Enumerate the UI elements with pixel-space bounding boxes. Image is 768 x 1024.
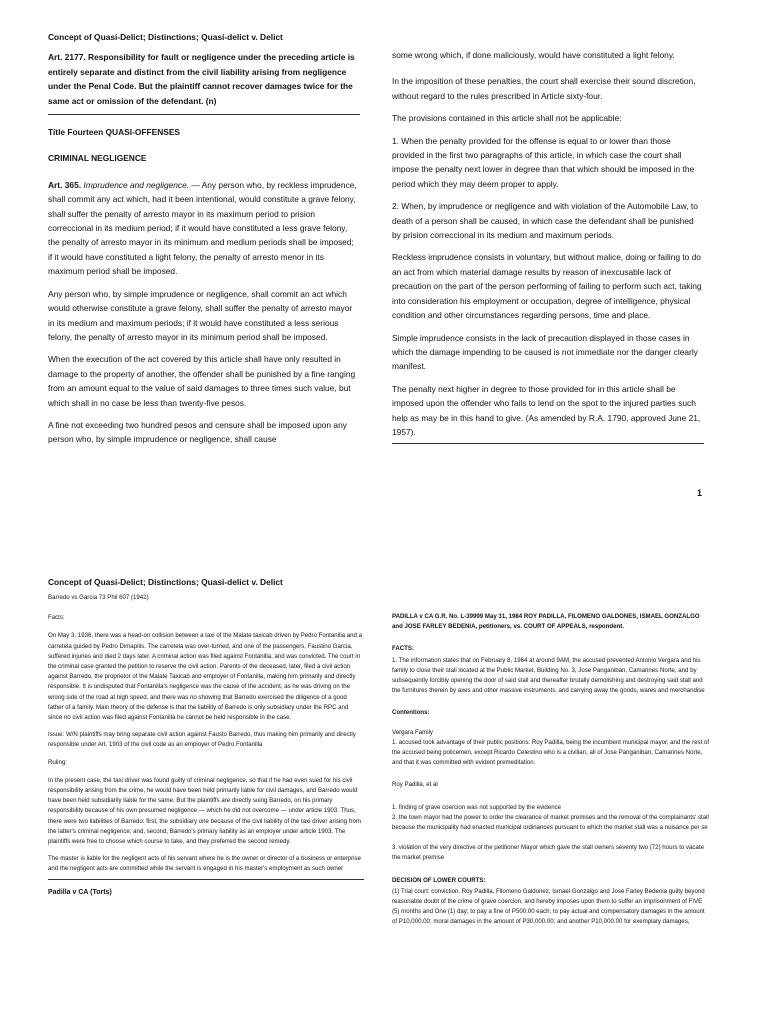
simple-imprudence-definition: Simple imprudence consists in the lack of precaution displayed in those cases in which the damage impending to be caused is not immediate nor the danger clearly manifest. (392, 332, 698, 372)
criminal-negligence-heading: CRIMINAL NEGLIGENCE (48, 153, 147, 164)
case-reference: Barredo vs Garcia 73 Phil 607 (1942) (48, 594, 149, 601)
art365-body: — Any person who, by reckless imprudence, shall commit any act which, had it been intentional, would constitute a grave felony, shall suffer the penalty of arresto mayor in its maximum period to prision correccional in its medium period; if it would have constituted a less grave felony, the penalty of arresto mayor in its minimum and medium periods shall be imposed; if it would have constituted a light felony, the penalty of arresto menor in its maximum period shall be imposed. (48, 179, 357, 277)
document-page-2 (0, 560, 768, 1024)
padilla-case-title: PADILLA v CA G.R. No. L-39999 May 31, 1984 ROY PADILLA, FILOMENO GALDONES, ISMAEL GONZALGO and JOSE FARLEY BEDENIA, petitioners, vs. COURT OF APPEALS, respondent. (392, 613, 700, 631)
padilla-torts-heading: Padilla v CA (Torts) (48, 888, 112, 896)
page2-left-column (48, 576, 364, 898)
divider-rule (48, 114, 360, 115)
page2-section-title: Concept of Quasi-Delict; Distinctions; Quasi-delict v. Delict (48, 577, 283, 587)
simple-imprudence-paragraph: Any person who, by simple imprudence or negligence, shall commit an act which would otherwise constitute a grave felony, shall suffer the penalty of arresto mayor in its medium and maximum periods; if it would have constituted a less serious felony, the penalty of arresto mayor in its minimum period shall be imposed. (48, 288, 353, 342)
decision-paragraph: (1) Trial court: conviction. Roy Padilla, Filomeno Galdonez, Ismael Gonzalgo and Jose Farley Bedenia guilty beyond reasonable doubt of the crime of grave coercion, and hereby imposes upon them to suffer an imprisonment of FIVE (5) months and One (1) day; to pay a fine of P500.00 each; to pay actual and compensatory damages in the amount of P10,000.00; moral damages in the amount of P30,000.00; and another P10,000.00 for exemplary damages, (392, 887, 705, 926)
art2177-text: Art. 2177. Responsibility for fault or negligence under the preceding article is entirely separate and distinct from the civil liability arising from negligence under the Penal Code. But the plaintiff cannot recover damages twice for the same act or omission of the defendant. (n) (48, 52, 355, 106)
vergara-contention-1: 1. accused took advantage of their public positions: Roy Padilla, being the incumbent municipal mayor, and the rest of the accused being policemen, except Ricardo Celestino who is a civilian, all of Jose Panganiban, Camarines Norte, and that it was committed with evident premeditation. (392, 738, 710, 767)
roy-contention-3: 3. violation of the very directive of the petitioner Mayor which gave the stall owners seventy two (72) hours to vacate the market premise (392, 844, 704, 862)
divider-rule (392, 443, 704, 444)
art365-label: Art. 365. (48, 179, 82, 190)
reckless-imprudence-definition: Reckless imprudence consists in voluntary, but without malice, doing or failing to do an act from which material damage results by reason of inexcusable lack of precaution on the part of the person performing of failing to perform such act, taking into consideration his employment or occupation, degree of intelligence, physical condition and other circumstances regarding persons, time and place. (392, 252, 702, 321)
art365-italic-title: Imprudence and negligence. (83, 179, 190, 190)
facts-paragraph: On May 3, 1936, there was a head-on collision between a taxi of the Malate taxicab driven by Pedro Fontanilla and a carretela guided by Pedro Dimapilis. The carretela was over-turned, and one of the passengers, Faustino Garcia, suffered injuries and died 2 days later. A criminal action was filed against Fontanilla, and was convicted. The court in the criminal case granted the petition to reserve the civil action. Parents of the deceased, later, filed a civil action against Barredo, the proprietor of the Malate Taxicab and employer of Fontanilla, making him primarily and directly responsible. It is undisputed that Fontanilla's negligence was the cause of the accident, as he was driving on the wrong side of the road at high speed, and there was no showing that Barredo exercised the diligence of a good father of a family. Main theory of the defense is that the liability of Barredo is only subsidiary under the RPC and since no civil action was filed against Fontanilla he cannot be held responsible in the case. (48, 632, 363, 722)
page1-left-column (48, 30, 360, 451)
facts-label: Facts: (48, 614, 65, 622)
facts-heading: FACTS: (392, 645, 415, 653)
light-felony-continuation: some wrong which, if done maliciously, would have constituted a light felony. (392, 50, 675, 60)
divider-rule (48, 879, 364, 880)
vergara-family-label: Vergara Family (392, 728, 433, 736)
page1-section-title: Concept of Quasi-Delict; Distinctions; Quasi-delict v. Delict (48, 32, 283, 42)
art2177-paragraph (48, 50, 360, 108)
master-liability-paragraph: The master is liable for the negligent acts of his servant where he is the owner or director of a business or enterprise and the negligent acts are committed while the servant is engaged in his master's employment as such owner (48, 855, 361, 873)
roy-padilla-label: Roy Padilla, et al (392, 781, 438, 789)
art365-paragraph (48, 178, 360, 279)
contentions-heading: Contentions: (392, 709, 430, 717)
issue-paragraph: Issue: W/N plaintiffs may bring separate civil action against Fausto Barredo, thus making him primarily and directly responsible under Art. 1903 of the civil code as an employer of Pedro Fontanilla (48, 731, 356, 749)
ruling-label: Ruling: (48, 758, 67, 766)
exception-item-2: 2. When, by imprudence or negligence and with violation of the Automobile Law, to death of a person shall be caused, in which case the defendant shall be punished by prision correccional in its medium and maximum periods. (392, 201, 698, 241)
property-damage-paragraph: When the execution of the act covered by this article shall have only resulted in damage to the property of another, the offender shall be punished by a fine ranging from an amount equal to the value of said damages to three times such value, but which shall in no case be less than twenty-five pesos. (48, 354, 356, 408)
penalty-next-higher-paragraph: The penalty next higher in degree to those provided for in this article shall be imposed upon the offender who fails to lend on the spot to the injured parties such help as may be in this hand to give. (As amended by R.A. 1790, approved June 21, 1957). (392, 383, 701, 437)
not-applicable-paragraph: The provisions contained in this article shall not be applicable: (392, 113, 622, 124)
decision-heading: DECISION OF LOWER COURTS: (392, 876, 486, 884)
roy-contention-2: 2. the town mayor had the power to order the clearance of market premises and the removal of the complainants' stall because the municipality had enacted municipal ordinances pursuant to which the market stall was a nuisance per se (392, 813, 709, 832)
title-fourteen-heading: Title Fourteen QUASI-OFFENSES (48, 127, 180, 138)
padilla-facts: 1. The information states that on February 8, 1964 at around 9AM, the accused prevented Antonio Vergara and his family to close their stall located at the Public Market, Building No. 3, Jose Panganiban, Camarines Norte, and by subsequently forcibly opening the door of said stall and thereafter brutally demolishing and destroying said stall and the furnitures therein by axes and other massive instruments, and carrying away the goods, wares and merchandise (392, 656, 705, 695)
discretion-paragraph: In the imposition of these penalties, the court shall exercise their sound discretion, without regard to the rules prescribed in Article sixty-four. (392, 76, 696, 101)
page2-right-column (392, 612, 710, 928)
ruling-paragraph: In the present case, the taxi driver was found guilty of criminal negligence, so that if he had even sued for his civil responsibility arising from the crime, he would have been held primarily liable for civil damages, and Barredo would have been held subsidiarily liable for the same. But the plaintiffs are directly suing Barredo, on his primary responsibility because of his own presumed negligence — which he did not overcome — under article 1903. Thus, there were two liabilities of Barredo: first, the subsidiary one because of the civil liability of the taxi driver arising from the latter's criminal negligence; and, second, Barredo's primary liability as an employer under article 1903. The plaintiffs were free to choose which course to take, and they preferred the second remedy. (48, 776, 361, 846)
page-number: 1 (696, 488, 702, 498)
fine-paragraph: A fine not exceeding two hundred pesos and censure shall be imposed upon any person who, by simple imprudence or negligence, shall cause (48, 419, 347, 445)
roy-contention-1: 1. finding of grave coercion was not supported by the evidence (392, 803, 562, 811)
exception-item-1: 1. When the penalty provided for the offense is equal to or lower than those provided in the first two paragraphs of this article, in which case the court shall impose the penalty next lower in degree than that which should be imposed in the period which they may deem proper to apply. (392, 135, 695, 189)
page1-right-column (392, 48, 704, 444)
